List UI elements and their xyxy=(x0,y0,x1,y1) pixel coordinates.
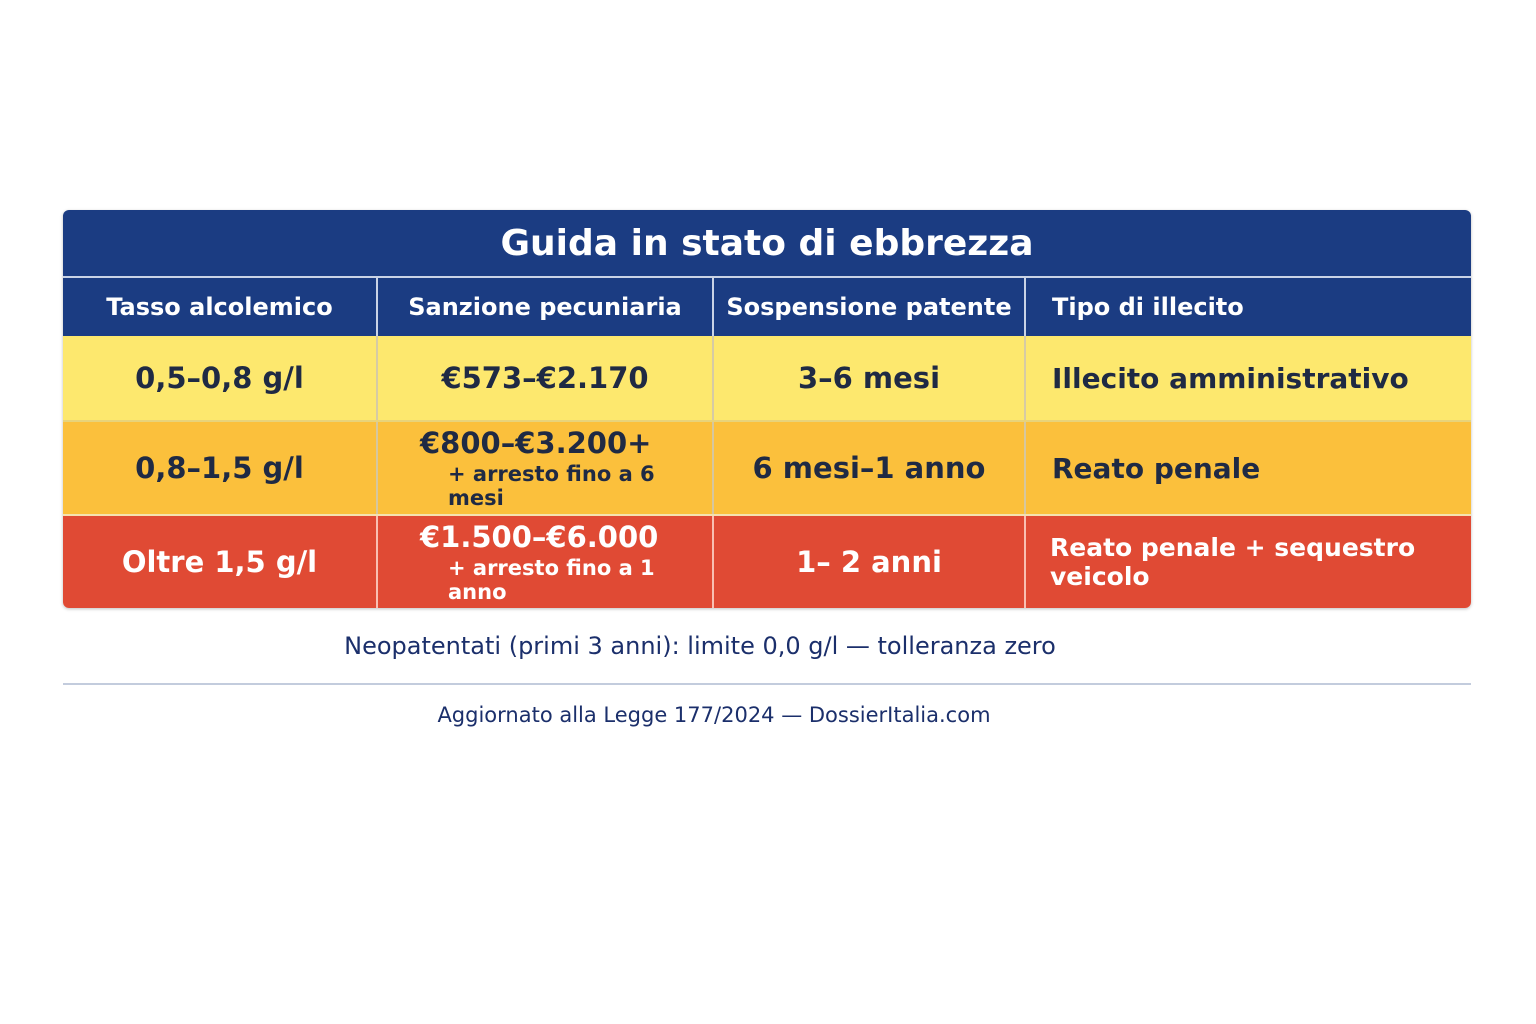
rate-cell: Oltre 1,5 g/l xyxy=(63,516,378,608)
type-cell: Illecito amministrativo xyxy=(1052,361,1409,395)
fine-note: + arresto fino a 6 mesi xyxy=(448,462,655,510)
footer-source: Aggiornato alla Legge 177/2024 — DossierItalia.com xyxy=(437,703,991,727)
table-header-row xyxy=(63,278,1471,336)
fine-cell: €573–€2.170 xyxy=(378,336,714,420)
rate-cell: 0,5–0,8 g/l xyxy=(63,336,378,420)
fine-note: + arresto fino a 1 anno xyxy=(448,556,655,604)
fine-amount: €1.500–€6.000 xyxy=(420,520,659,554)
type-cell: Reato penale xyxy=(1052,451,1261,485)
rate-cell: 0,8–1,5 g/l xyxy=(63,422,378,514)
table-title: Guida in stato di ebbrezza xyxy=(63,210,1471,278)
table-row xyxy=(63,336,1471,422)
fine-cell xyxy=(378,422,714,514)
novice-driver-note: Neopatentati (primi 3 anni): limite 0,0 g/l — tolleranza zero xyxy=(344,632,1056,660)
header-rate: Tasso alcolemico xyxy=(63,278,378,336)
suspension-cell: 1– 2 anni xyxy=(714,516,1026,608)
fine-cell xyxy=(378,516,714,608)
type-cell: Reato penale + sequestro veicolo xyxy=(1050,533,1416,591)
divider xyxy=(63,683,1471,685)
suspension-cell: 6 mesi–1 anno xyxy=(714,422,1026,514)
header-type: Tipo di illecito xyxy=(1052,293,1244,321)
table-row xyxy=(63,516,1471,608)
header-fine: Sanzione pecuniaria xyxy=(378,278,714,336)
table-row xyxy=(63,422,1471,516)
header-suspension: Sospensione patente xyxy=(714,278,1026,336)
fine-amount: €800–€3.200+ xyxy=(420,426,652,460)
penalty-table xyxy=(63,210,1471,608)
suspension-cell: 3–6 mesi xyxy=(714,336,1026,420)
